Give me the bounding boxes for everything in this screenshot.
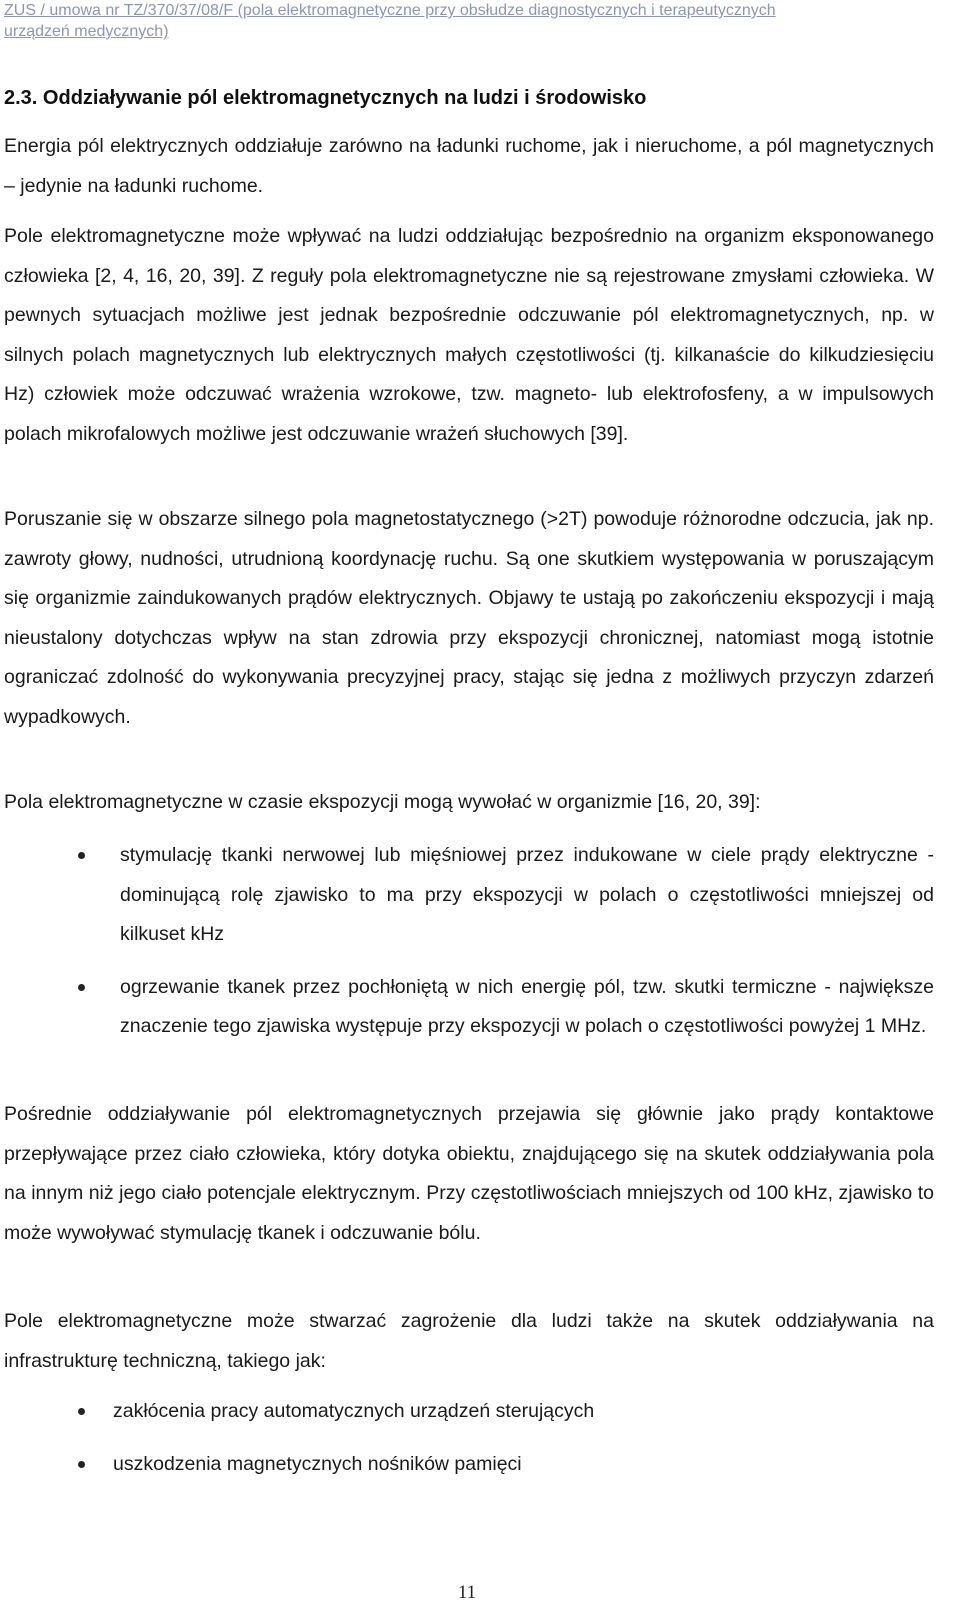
bullet-icon — [78, 984, 85, 991]
list-item — [0, 836, 934, 955]
page-number: 11 — [457, 1582, 477, 1603]
list-item — [0, 1445, 934, 1485]
list-item-text: zakłócenia pracy automatycznych urządzeń sterujących — [113, 1400, 595, 1422]
paragraph-3: Poruszanie się w obszarze silnego pola magnetostatycznego (>2T) powoduje różnorodne odczucia, jak np. zawroty głowy, nudności, utrudnioną koordynację ruchu. Są one skutkiem występowania w poruszającym się organizmie zaindukowanych prądów elektrycznych. Objawy te ustają po zakończeniu ekspozycji i mają nieustalony dotychczas wpływ na stan zdrowia przy ekspozycji chronicznej, natomiast mogą istotnie ograniczać zdolność do wykonywania precyzyjnej pracy, stając się jedna z możliwych przyczyn zdarzeń wypadkowych. — [4, 508, 934, 728]
paragraph-1: Energia pól elektrycznych oddziałuje zarówno na ładunki ruchome, jak i nieruchome, a pól magnetycznych – jedynie na ładunki ruchome. — [4, 135, 934, 197]
header-line-2: urządzeń medycznych) — [4, 23, 169, 40]
infrastructure-list — [0, 1392, 934, 1497]
list-item-text: stymulację tkanki nerwowej lub mięśniowej przez indukowane w ciele prądy elektryczne - dominującą rolę zjawisko to ma przy ekspozycji w polach o częstotliwości mniejszej od kilkuset kHz — [120, 844, 934, 945]
running-header — [4, 0, 934, 42]
list-item-text: uszkodzenia magnetycznych nośników pamięci — [113, 1452, 522, 1475]
list-item — [0, 1392, 934, 1432]
paragraph-5: Pośrednie oddziaływanie pól elektromagnetycznych przejawia się głównie jako prądy kontaktowe przepływające przez ciało człowieka, który dotyka obiektu, znajdującego się na skutek oddziaływania pola na innym niż jego ciało potencjale elektrycznym. Przy częstotliwościach mniejszych od 100 kHz, zjawisko to może wywoływać stymulację tkanek i odczuwanie bólu. — [4, 1103, 934, 1244]
effects-list — [0, 836, 934, 1060]
list-item — [0, 968, 934, 1047]
list-item-text: ogrzewanie tkanek przez pochłoniętą w nich energię pól, tzw. skutki termiczne - największe znaczenie tego zjawiska występuje przy ekspozycji w polach o częstotliwości powyżej 1 MHz. — [120, 975, 934, 1037]
bullet-icon — [78, 1408, 85, 1415]
header-line-1: ZUS / umowa nr TZ/370/37/08/F (pola elektromagnetyczne przy obsłudze diagnostycznych i terapeutycznych — [4, 2, 776, 19]
section-heading: 2.3. Oddziaływanie pól elektromagnetycznych na ludzi i środowisko — [4, 87, 647, 109]
bullet-icon — [78, 1461, 85, 1468]
paragraph-4: Pola elektromagnetyczne w czasie ekspozycji mogą wywołać w organizmie [16, 20, 39]: — [4, 791, 761, 813]
paragraph-2: Pole elektromagnetyczne może wpływać na ludzi oddziałując bezpośrednio na organizm eksponowanego człowieka [2, 4, 16, 20, 39]. Z reguły pola elektromagnetyczne nie są rejestrowane zmysłami człowieka. W pewnych sytuacjach możliwe jest jednak bezpośrednie odczuwanie pól elektromagnetycznych, np. w silnych polach magnetycznych lub elektrycznych małych częstotliwości (tj. kilkanaście do kilkudziesięciu Hz) człowiek może odczuwać wrażenia wzrokowe, tzw. magneto- lub elektrofosfeny, a w impulsowych polach mikrofalowych możliwe jest odczuwanie wrażeń słuchowych [39]. — [4, 225, 934, 445]
bullet-icon — [78, 852, 85, 859]
paragraph-6: Pole elektromagnetyczne może stwarzać zagrożenie dla ludzi także na skutek oddziaływania na infrastrukturę techniczną, takiego jak: — [4, 1310, 934, 1372]
